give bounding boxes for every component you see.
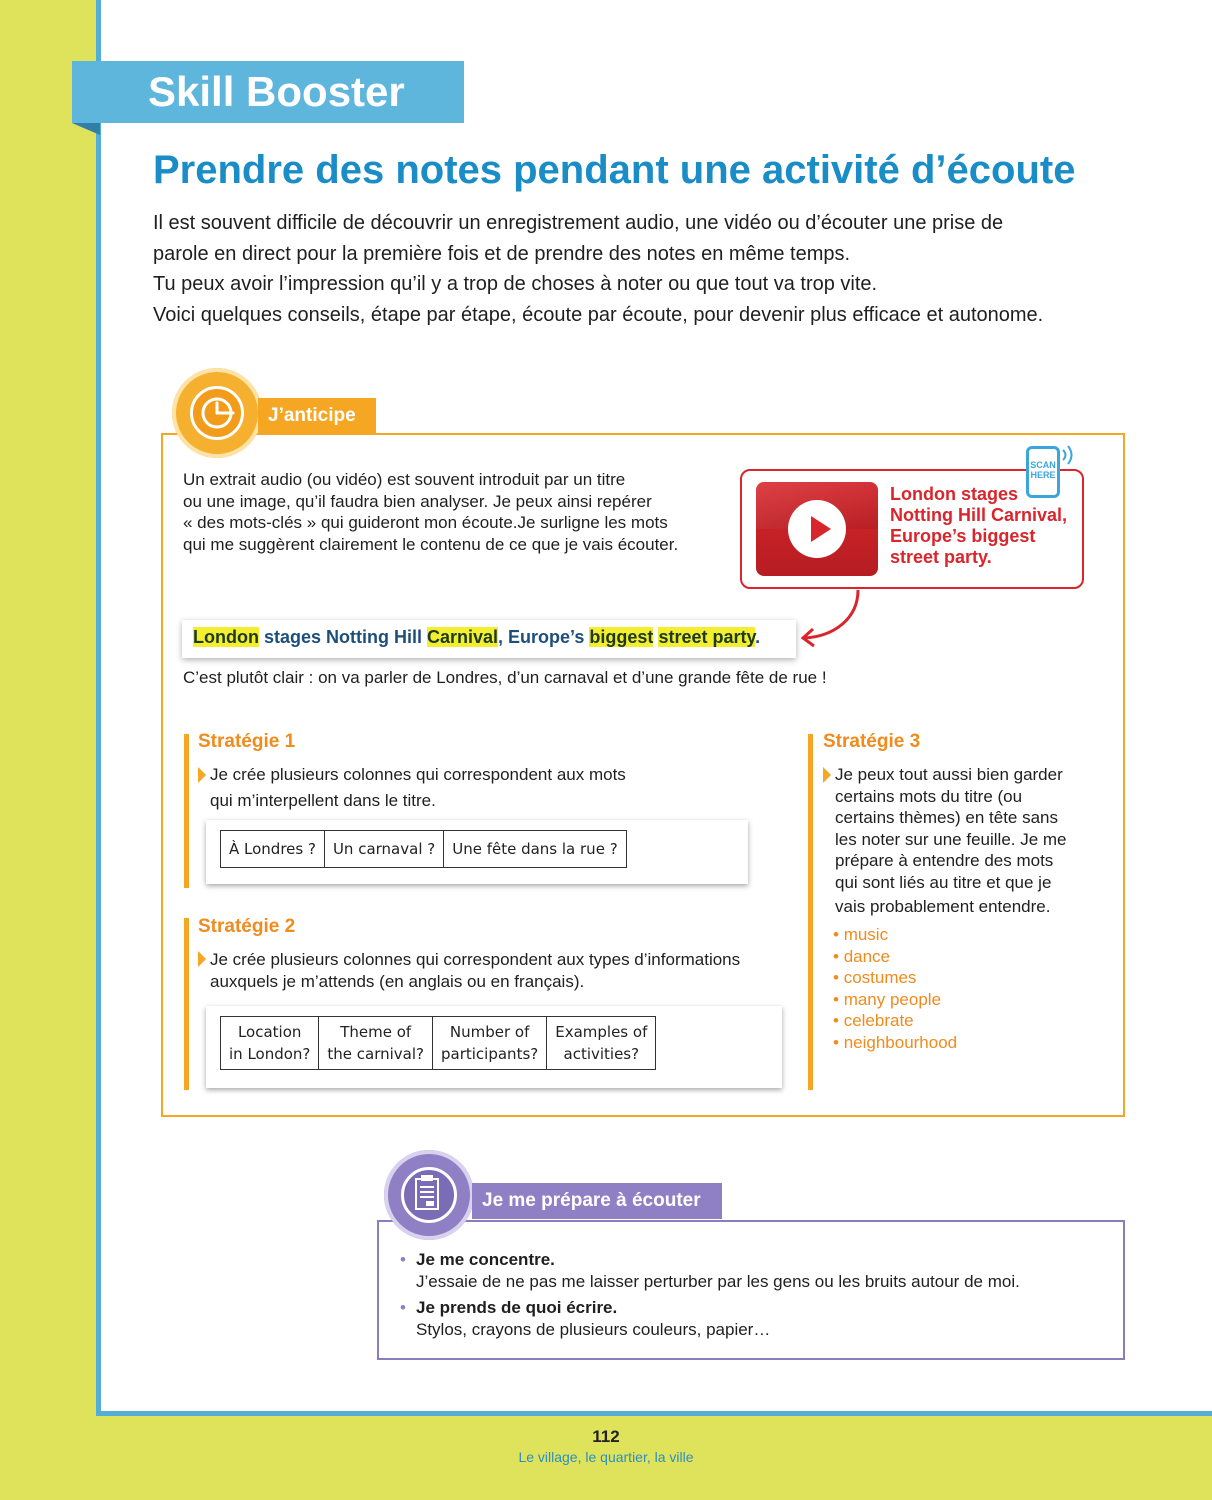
strategie1-notes-paper (206, 820, 748, 884)
video-title-line: London stages (890, 484, 1019, 504)
headline-highlighted (182, 620, 796, 658)
strategie3-line: les noter sur une feuille. Je me (835, 829, 1067, 849)
strategie3-bar (808, 734, 813, 1090)
highlighted-word: biggest (589, 627, 654, 647)
strategie3-line: prépare à entendre des mots (835, 851, 1054, 870)
highlighted-word: street party (658, 627, 756, 647)
strategie2-columns (220, 1016, 656, 1070)
page-number: 112 (592, 1427, 620, 1446)
clock-icon (190, 386, 244, 440)
bullet-triangle-icon (198, 951, 206, 967)
strategie3-line: qui sont liés au titre et que je (835, 872, 1052, 892)
keyword-item: • neighbourhood (833, 1032, 957, 1054)
scan-here-phone-icon[interactable] (1026, 446, 1060, 498)
bullet-triangle-icon (198, 767, 206, 783)
anticipe-line: ou une image, qu’il faudra bien analyser. Je peux ainsi repérer (183, 491, 652, 511)
anticipe-line: Un extrait audio (ou vidéo) est souvent introduit par un titre (183, 470, 626, 489)
strategie2-notes-paper (206, 1006, 782, 1088)
strategie2-title: Stratégie 2 (198, 916, 296, 937)
scan-label: SCAN (1030, 460, 1056, 470)
notepad-icon (401, 1167, 457, 1223)
strategie3-line: vais probablement entendre. (835, 897, 1051, 916)
column-line: in London? (229, 1045, 311, 1063)
arrow-icon (795, 588, 865, 648)
strategie3-text (835, 764, 1067, 918)
prepare-item-text: Stylos, crayons de plusieurs couleurs, papier… (416, 1319, 771, 1339)
column-line: the carnival? (327, 1045, 424, 1063)
strategie1-bar (184, 734, 189, 888)
strategie1-title: Stratégie 1 (198, 731, 296, 752)
prepare-item-heading: • Je prends de quoi écrire. (416, 1298, 618, 1317)
banner-fold (72, 123, 100, 135)
anticipe-line: qui me suggèrent clairement le contenu de ce que je vais écouter. (183, 534, 679, 554)
strategie1-line: Je crée plusieurs colonnes qui correspondent aux mots (210, 765, 626, 784)
column-line: activities? (563, 1045, 640, 1063)
strategie3-line: certains mots du titre (ou (835, 786, 1023, 806)
scan-label: HERE (1030, 470, 1056, 480)
column-header: À Londres ? (221, 831, 325, 868)
video-title-line: Europe’s biggest (890, 526, 1036, 546)
strategie1-text (210, 764, 626, 811)
column-header: Un carnaval ? (324, 831, 443, 868)
intro-line: Tu peux avoir l’impression qu’il y a trop de choses à noter ou que tout va trop vite. (153, 273, 878, 295)
highlighted-word: Carnival (427, 627, 499, 647)
strategie3-line: certains thèmes) en tête sans (835, 808, 1059, 827)
prepare-list (400, 1249, 1020, 1345)
skill-booster-banner (72, 61, 464, 123)
keyword-item: • celebrate (833, 1010, 957, 1032)
prepare-item (400, 1249, 1020, 1292)
intro-paragraph (153, 208, 1113, 330)
strategie2-line: Je crée plusieurs colonnes qui correspondent aux types d’informations (210, 950, 741, 969)
headline-text: stages Notting Hill (258, 627, 427, 647)
play-button[interactable] (788, 500, 846, 558)
anticipe-line: « des mots-clés » qui guideront mon écoute.Je surligne les mots (183, 513, 668, 532)
strategie1-columns (220, 830, 627, 868)
column-line: Location (237, 1023, 302, 1041)
column-header (221, 1017, 319, 1070)
page-title: Prendre des notes pendant une activité d’écoute (153, 148, 1076, 192)
column-header (547, 1017, 656, 1070)
anticipe-tab: J’anticipe (258, 398, 376, 434)
column-line: participants? (441, 1045, 539, 1063)
video-title-line: street party. (890, 547, 992, 567)
highlighted-word: London (193, 627, 259, 647)
column-line: Examples of (555, 1023, 648, 1041)
prepare-item (400, 1297, 1020, 1340)
intro-line: Voici quelques conseils, étape par étape, écoute par écoute, pour devenir plus efficace et autonome. (153, 303, 1044, 326)
column-header (319, 1017, 433, 1070)
strategie3-line: Je peux tout aussi bien garder (835, 765, 1063, 784)
anticipe-text (183, 469, 723, 555)
keyword-list (833, 924, 957, 1053)
strategie1-line: qui m’interpellent dans le titre. (210, 790, 436, 810)
keyword-item: • dance (833, 946, 957, 968)
signal-waves-icon (1060, 444, 1076, 466)
column-line: Number of (449, 1023, 530, 1041)
headline-text: , Europe’s (498, 627, 590, 647)
strategie2-bar (184, 918, 189, 1090)
strategie3-title: Stratégie 3 (823, 731, 921, 752)
play-icon (811, 516, 831, 542)
strategie2-text (210, 949, 740, 992)
column-line: Theme of (340, 1023, 412, 1041)
video-title-line: Notting Hill Carnival, (890, 505, 1068, 525)
prepare-item-heading: • Je me concentre. (416, 1250, 555, 1269)
banner-label: Skill Booster (148, 68, 405, 115)
prepare-item-text: J’essaie de ne pas me laisser perturber par les gens ou les bruits autour de moi. (416, 1271, 1020, 1291)
keyword-item: • costumes (833, 967, 957, 989)
video-thumbnail[interactable] (756, 482, 878, 576)
column-header: Une fête dans la rue ? (444, 831, 626, 868)
bullet-triangle-icon (823, 767, 831, 783)
keyword-item: • many people (833, 989, 957, 1011)
strategie2-line: auxquels je m’attends (en anglais ou en français). (210, 971, 585, 991)
prepare-tab: Je me prépare à écouter (472, 1183, 722, 1219)
column-header (433, 1017, 547, 1070)
chapter-title: Le village, le quartier, la ville (518, 1449, 694, 1465)
intro-line: parole en direct pour la première fois et de prendre des notes en même temps. (153, 242, 851, 265)
conclusion-text: C’est plutôt clair : on va parler de Londres, d’un carnaval et d’une grande fête de rue ! (183, 668, 827, 687)
keyword-item: • music (833, 924, 957, 946)
headline-text: . (755, 627, 761, 647)
intro-line: Il est souvent difficile de découvrir un enregistrement audio, une vidéo ou d’écouter une prise de (153, 212, 1004, 234)
